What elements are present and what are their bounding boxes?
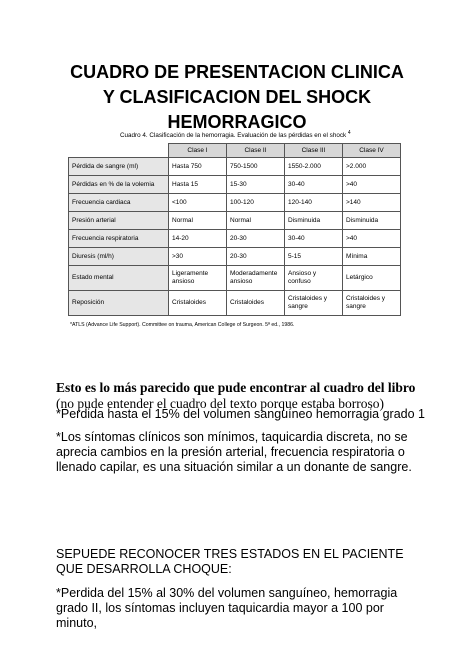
table-cell: Disminuida — [285, 212, 343, 230]
table-cell: Ligeramente ansioso — [169, 266, 227, 291]
title-line-2: Y CLASIFICACION DEL SHOCK — [102, 87, 372, 107]
table-cell: 1550-2.000 — [285, 158, 343, 176]
table-cell: Hasta 750 — [169, 158, 227, 176]
symptoms-paragraph — [56, 430, 428, 475]
title-line-3: HEMORRAGICO — [167, 112, 307, 132]
table-cell: >2.000 — [343, 158, 401, 176]
table-cell: Ansioso y confuso — [285, 266, 343, 291]
row-label: Presión arterial — [69, 212, 169, 230]
header-clase-ii: Clase II — [227, 144, 285, 158]
table-cell: 5-15 — [285, 248, 343, 266]
row-label: Estado mental — [69, 266, 169, 291]
table-cell: 100-120 — [227, 194, 285, 212]
table-row — [69, 230, 401, 248]
grade-2-text: *Perdida del 15% al 30% del volumen sanguíneo, hemorragia grado II, los síntomas incluyen taquicardia mayor a 100 por minuto, — [56, 586, 398, 630]
table-cell: Cristaloides — [227, 291, 285, 316]
table-cell: 120-140 — [285, 194, 343, 212]
grade-1-paragraph — [56, 407, 428, 422]
caption-reference: 4 — [347, 130, 351, 136]
row-label: Frecuencia respiratoria — [69, 230, 169, 248]
table-cell: Normal — [227, 212, 285, 230]
table-row — [69, 248, 401, 266]
classification-figure — [68, 130, 400, 328]
table-cell: Hasta 15 — [169, 176, 227, 194]
table-row — [69, 176, 401, 194]
grade-2-paragraph — [56, 586, 428, 631]
row-label: Frecuencia cardiaca — [69, 194, 169, 212]
intro-rest-text: (no pude entender el cuadro del texto porque estaba borroso) — [56, 396, 385, 411]
states-text: SEPUEDE RECONOCER TRES ESTADOS EN EL PACIENTE QUE DESARROLLA CHOQUE: — [56, 547, 404, 576]
table-row — [69, 291, 401, 316]
table-cell: 15-30 — [227, 176, 285, 194]
table-cell: >40 — [343, 230, 401, 248]
header-clase-i: Clase I — [169, 144, 227, 158]
table-cell: Cristaloides — [169, 291, 227, 316]
table-cell: Disminuida — [343, 212, 401, 230]
table-cell: <100 — [169, 194, 227, 212]
row-label: Pérdida de sangre (ml) — [69, 158, 169, 176]
header-clase-iii: Clase III — [285, 144, 343, 158]
grade-1-text: *Perdida hasta el 15% del volumen sanguíneo hemorragia grado 1 — [56, 407, 425, 421]
table-cell: 20-30 — [227, 248, 285, 266]
figure-caption — [120, 130, 400, 139]
table-cell: Mínima — [343, 248, 401, 266]
row-label: Diuresis (ml/h) — [69, 248, 169, 266]
table-cell: 30-40 — [285, 230, 343, 248]
header-clase-iv: Clase IV — [343, 144, 401, 158]
states-paragraph — [56, 547, 428, 577]
table-cell: Letárgico — [343, 266, 401, 291]
table-row — [69, 266, 401, 291]
symptoms-text: *Los síntomas clínicos son mínimos, taquicardia discreta, no se aprecia cambios en la presión arterial, frecuencia respiratoria o llenado capilar, es una situación similar a un donante de sangre. — [56, 430, 412, 474]
table-cell: 750-1500 — [227, 158, 285, 176]
document-title — [40, 60, 434, 135]
row-label: Reposición — [69, 291, 169, 316]
table-cell: 30-40 — [285, 176, 343, 194]
intro-bold-text: Esto es lo más parecido que pude encontrar al cuadro del libro — [56, 380, 416, 395]
caption-text: Cuadro 4. Clasificación de la hemorragia. Evaluación de las pérdidas en el shock — [120, 132, 347, 140]
table-cell: >30 — [169, 248, 227, 266]
table-footnote: *ATLS (Advance Life Support). Committee on trauma, American College of Surgeon. 5ª ed., 1986. — [70, 322, 295, 329]
table-row — [69, 194, 401, 212]
row-label: Pérdidas en % de la volemia — [69, 176, 169, 194]
table-row — [69, 212, 401, 230]
table-corner-cell — [69, 144, 169, 158]
title-line-1: CUADRO DE PRESENTACION CLINICA — [70, 62, 404, 82]
table-cell: Moderadamente ansioso — [227, 266, 285, 291]
hemorrhage-classification-table — [68, 143, 401, 316]
table-cell: 20-30 — [227, 230, 285, 248]
table-cell: 14-20 — [169, 230, 227, 248]
table-row — [69, 158, 401, 176]
table-cell: Normal — [169, 212, 227, 230]
table-cell: >40 — [343, 176, 401, 194]
table-cell: Cristaloides y sangre — [285, 291, 343, 316]
table-cell: Cristaloides y sangre — [343, 291, 401, 316]
table-cell: >140 — [343, 194, 401, 212]
table-header-row — [69, 144, 401, 158]
